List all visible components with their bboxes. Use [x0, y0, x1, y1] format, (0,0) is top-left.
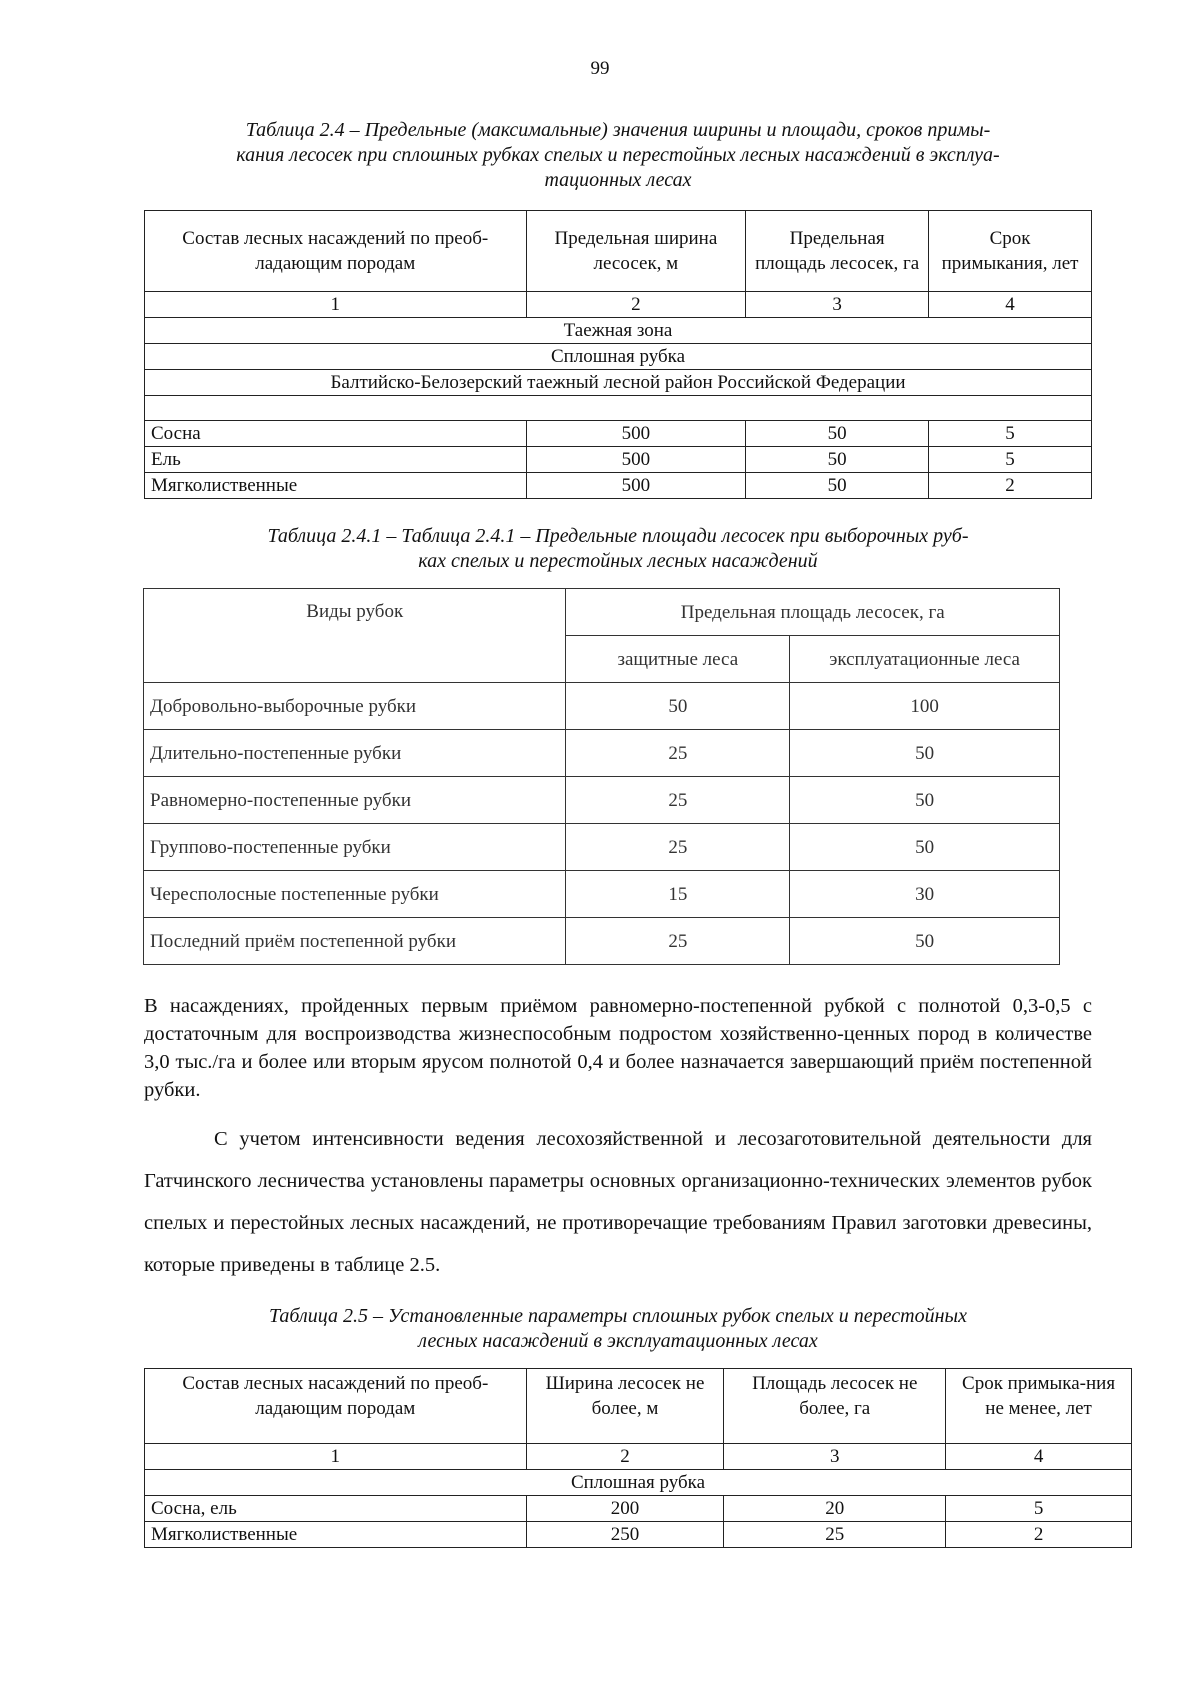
section-row — [145, 370, 1092, 396]
caption-line: тационных лесах — [544, 169, 692, 191]
value-cell: 50 — [746, 421, 929, 447]
cut-kind-cell: Длительно-постепенные рубки — [144, 730, 566, 777]
value-cell: 25 — [566, 824, 790, 871]
table-row — [144, 918, 1060, 965]
table-row — [144, 683, 1060, 730]
column-number: 1 — [145, 292, 527, 318]
column-number-row — [145, 1444, 1132, 1470]
table-row — [145, 473, 1092, 499]
value-cell: 30 — [790, 871, 1060, 918]
species-cell: Мягколиственные — [145, 473, 527, 499]
table-2-5-caption — [144, 1304, 1092, 1354]
region-cell: Балтийско-Белозерский таежный лесной район Российской Федерации — [145, 370, 1092, 396]
value-cell: 20 — [724, 1496, 946, 1522]
column-number: 4 — [946, 1444, 1132, 1470]
caption-line: ках спелых и перестойных лесных насаждений — [418, 550, 818, 572]
value-cell: 50 — [790, 777, 1060, 824]
column-number: 2 — [526, 1444, 724, 1470]
header-cell: Предельная площадь лесосек, га — [566, 589, 1060, 636]
value-cell: 500 — [526, 447, 746, 473]
cut-kind-cell: Группово-постепенные рубки — [144, 824, 566, 871]
cut-type-cell: Сплошная рубка — [145, 344, 1092, 370]
header-cell: Срок примыка-ния не менее, лет — [946, 1369, 1132, 1444]
table-2-4-1-caption — [144, 524, 1092, 574]
header-cell: Предельная площадь лесосек, га — [746, 211, 929, 292]
species-cell: Сосна, ель — [145, 1496, 527, 1522]
column-number: 2 — [526, 292, 746, 318]
cut-kind-cell: Равномерно-постепенные рубки — [144, 777, 566, 824]
caption-line: Таблица 2.4.1 – Таблица 2.4.1 – Предельные площади лесосек при выборочных руб- — [267, 525, 969, 547]
caption-line: лесных насаждений в эксплуатационных лесах — [418, 1330, 818, 1352]
cut-kind-cell: Добровольно-выборочные рубки — [144, 683, 566, 730]
header-cell: Площадь лесосек не более, га — [724, 1369, 946, 1444]
value-cell: 50 — [790, 824, 1060, 871]
table-row — [144, 730, 1060, 777]
value-cell: 25 — [566, 918, 790, 965]
caption-line: кания лесосек при сплошных рубках спелых и перестойных лесных насаждений в эксплуа- — [236, 144, 1000, 166]
empty-row — [145, 396, 1092, 421]
section-row — [145, 344, 1092, 370]
page-number: 99 — [590, 58, 610, 79]
table-2-4 — [144, 210, 1092, 499]
table-row — [144, 777, 1060, 824]
header-cell: Ширина лесосек не более, м — [526, 1369, 724, 1444]
caption-line: Таблица 2.5 – Установленные параметры сплошных рубок спелых и перестойных — [269, 1305, 967, 1327]
value-cell: 2 — [929, 473, 1092, 499]
column-number: 1 — [145, 1444, 527, 1470]
value-cell: 500 — [526, 421, 746, 447]
cut-type-cell: Сплошная рубка — [145, 1470, 1132, 1496]
value-cell: 15 — [566, 871, 790, 918]
column-number: 4 — [929, 292, 1092, 318]
table-header-row — [144, 589, 1060, 636]
header-cell: Состав лесных насаждений по преоб-ладающим породам — [145, 1369, 527, 1444]
table-2-4-1 — [143, 588, 1060, 965]
column-number-row — [145, 292, 1092, 318]
header-cell: Предельная ширина лесосек, м — [526, 211, 746, 292]
header-cell: Виды рубок — [144, 589, 566, 683]
species-cell: Мягколиственные — [145, 1522, 527, 1548]
table-row — [145, 1496, 1132, 1522]
section-row — [145, 1470, 1132, 1496]
paragraph-text: С учетом интенсивности ведения лесохозяйственной и лесозаготовительной деятельности для Гатчинского лесничества установлены параметры основных организационно-технических элементов рубок спелых и перестойных лесных насаждений, не противоречащие требованиям Правил заготовки древесины, которые приведены в таблице 2.5. — [144, 1128, 1092, 1276]
value-cell: 5 — [929, 421, 1092, 447]
value-cell: 25 — [724, 1522, 946, 1548]
caption-line: Таблица 2.4 – Предельные (максимальные) значения ширины и площади, сроков примы- — [245, 119, 991, 141]
paragraph-parameters — [144, 1118, 1092, 1286]
value-cell: 100 — [790, 683, 1060, 730]
value-cell: 50 — [790, 918, 1060, 965]
value-cell: 250 — [526, 1522, 724, 1548]
subheader-cell: защитные леса — [566, 636, 790, 683]
value-cell: 2 — [946, 1522, 1132, 1548]
value-cell: 50 — [790, 730, 1060, 777]
table-row — [144, 871, 1060, 918]
value-cell: 5 — [929, 447, 1092, 473]
value-cell: 50 — [566, 683, 790, 730]
table-row — [144, 824, 1060, 871]
value-cell: 25 — [566, 777, 790, 824]
value-cell: 25 — [566, 730, 790, 777]
value-cell: 50 — [746, 447, 929, 473]
value-cell: 50 — [746, 473, 929, 499]
species-cell: Ель — [145, 447, 527, 473]
section-row — [145, 318, 1092, 344]
table-row — [145, 421, 1092, 447]
table-2-5 — [144, 1368, 1132, 1548]
table-row — [145, 1522, 1132, 1548]
header-cell: Срок примыкания, лет — [929, 211, 1092, 292]
table-header-row — [145, 1369, 1132, 1444]
value-cell: 5 — [946, 1496, 1132, 1522]
cut-kind-cell: Последний приём постепенной рубки — [144, 918, 566, 965]
table-2-4-caption — [144, 118, 1092, 193]
column-number: 3 — [746, 292, 929, 318]
table-row — [145, 447, 1092, 473]
species-cell: Сосна — [145, 421, 527, 447]
value-cell: 200 — [526, 1496, 724, 1522]
paragraph-thinning-note: В насаждениях, пройденных первым приёмом равномерно-постепенной рубкой с полнотой 0,3-0,5 с достаточным для воспроизводства жизнеспособным подростом хозяйственно-ценных пород в количестве 3,0 тыс./га и более или вторым ярусом полнотой 0,4 и более назначается завершающий приём постепенной рубки. — [144, 995, 1092, 1101]
cut-kind-cell: Чересполосные постепенные рубки — [144, 871, 566, 918]
empty-cell — [145, 396, 1092, 421]
subheader-cell: эксплуатационные леса — [790, 636, 1060, 683]
zone-cell: Таежная зона — [145, 318, 1092, 344]
column-number: 3 — [724, 1444, 946, 1470]
value-cell: 500 — [526, 473, 746, 499]
table-header-row — [145, 211, 1092, 292]
header-cell: Состав лесных насаждений по преоб-ладающим породам — [145, 211, 527, 292]
